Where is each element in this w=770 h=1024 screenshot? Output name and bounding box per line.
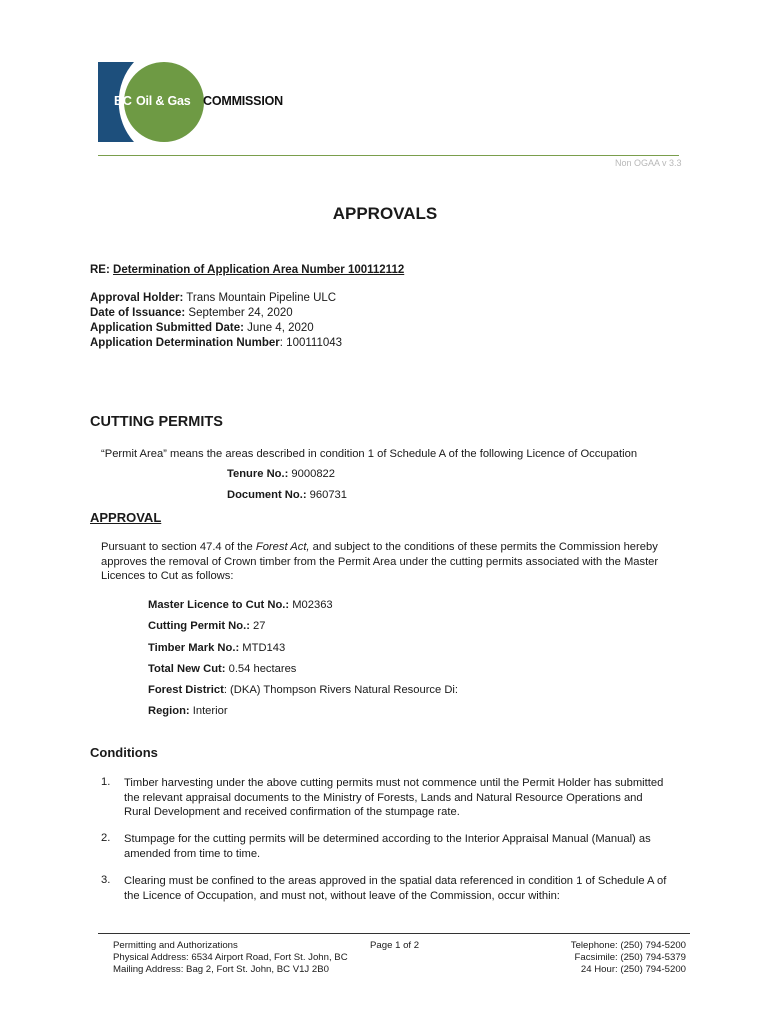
- permit-fields: [148, 595, 458, 723]
- condition-1-text: [124, 776, 684, 820]
- detail-date-of-issuance: [90, 306, 342, 321]
- detail-value: September 24, 2020: [185, 307, 293, 319]
- footer-department: Permitting and Authorizations: [113, 940, 238, 951]
- footer-left: [113, 940, 348, 976]
- re-line: [90, 263, 404, 278]
- condition-line: the relevant appraisal documents to the Ministry of Forests, Lands and Natural Resource Operations and: [124, 791, 643, 804]
- condition-line: Stumpage for the cutting permits will be determined according to the Interior Appraisal Manual (Manual) as: [124, 833, 651, 845]
- tenure-value: 9000822: [288, 468, 335, 480]
- field-value: M02363: [289, 599, 333, 611]
- footer-page-number: Page 1 of 2: [370, 940, 420, 951]
- footer-facsimile: Facsimile: (250) 794-5379: [574, 952, 686, 963]
- field-value: 27: [249, 620, 266, 633]
- field-timber-mark: [148, 638, 458, 659]
- document-value: 960731: [306, 489, 348, 501]
- document-label: Document No.:: [227, 489, 307, 501]
- field-label: Region:: [148, 705, 190, 718]
- conditions-heading: Conditions: [90, 745, 158, 760]
- detail-label: Approval Holder:: [90, 292, 184, 304]
- page-title: APPROVALS: [332, 204, 438, 223]
- field-label: Forest District: [148, 684, 224, 697]
- field-cutting-permit: [148, 616, 458, 637]
- logo-oilgas-text: Oil & Gas: [136, 94, 191, 108]
- detail-label: Application Submitted Date:: [90, 322, 244, 334]
- detail-value: Trans Mountain Pipeline ULC: [183, 292, 337, 304]
- detail-determination-number: [90, 336, 342, 351]
- approval-para-line-3: Licences to Cut as follows:: [101, 570, 234, 583]
- condition-number: 3.: [101, 874, 111, 886]
- field-master-licence: [148, 595, 458, 616]
- approval-paragraph: [101, 540, 691, 584]
- condition-number: 2.: [101, 832, 111, 844]
- footer-right: [500, 940, 686, 976]
- field-label: Timber Mark No.:: [148, 641, 240, 654]
- logo-bc-text: BC: [114, 94, 132, 108]
- field-value: MTD143: [239, 641, 286, 654]
- header-rule: [98, 155, 679, 156]
- field-value: 0.54 hectares: [225, 662, 297, 675]
- field-total-new-cut: [148, 659, 458, 680]
- condition-line: Timber harvesting under the above cutting permits must not commence until the Permit Holder has submitted: [124, 777, 664, 789]
- field-label: Total New Cut:: [148, 662, 226, 675]
- field-value: Interior: [189, 705, 228, 718]
- condition-line: amended from time to time.: [124, 847, 261, 860]
- field-label: Cutting Permit No.:: [148, 620, 250, 633]
- condition-line: the Licence of Occupation, and must not, without leave of the Commission, occur within:: [124, 889, 560, 902]
- permit-area-text: “Permit Area” means the areas described in condition 1 of Schedule A of the following Licence of Occupation: [101, 448, 638, 460]
- condition-line: Rural Development and received confirmation of the stumpage rate.: [124, 806, 460, 819]
- footer-24-hour: 24 Hour: (250) 794-5200: [580, 964, 686, 975]
- condition-2-text: [124, 832, 684, 861]
- field-label: Master Licence to Cut No.:: [148, 599, 290, 611]
- condition-line: Clearing must be confined to the areas approved in the spatial data referenced in condition 1 of Schedule A of: [124, 875, 667, 887]
- detail-label: Date of Issuance:: [90, 307, 186, 319]
- detail-value: June 4, 2020: [243, 322, 314, 334]
- tenure-label: Tenure No.:: [227, 468, 289, 480]
- re-text: Determination of Application Area Number 100112112: [113, 264, 405, 276]
- approval-text: and subject to the conditions of these permits the Commission hereby: [309, 541, 658, 553]
- logo-commission-text: COMMISSION: [203, 94, 283, 108]
- detail-application-submitted: [90, 321, 342, 336]
- forest-act-text: Forest Act,: [255, 541, 310, 553]
- field-forest-district: [148, 680, 458, 701]
- footer-telephone: Telephone: (250) 794-5200: [570, 940, 686, 951]
- approval-para-line-2: approves the removal of Crown timber from the Permit Area under the cutting permits associated with the Master: [101, 555, 659, 568]
- document-line: [227, 488, 347, 503]
- detail-value: : 100111043: [279, 337, 343, 349]
- detail-approval-holder: [90, 291, 342, 306]
- footer-mailing-address: Mailing Address: Bag 2, Fort St. John, BC V1J 2B0: [113, 964, 329, 975]
- version-label: Non OGAA v 3.3: [615, 158, 682, 168]
- approval-text: Pursuant to section 47.4 of the: [101, 541, 256, 553]
- tenure-line: [227, 467, 335, 482]
- detail-label: Application Determination Number: [90, 337, 280, 349]
- approval-heading: APPROVAL: [90, 510, 162, 525]
- condition-3-text: [124, 874, 684, 903]
- approval-details: [90, 291, 342, 351]
- condition-number: 1.: [101, 776, 111, 788]
- re-label: RE:: [90, 264, 110, 276]
- approval-para-line-1: [101, 540, 691, 555]
- field-region: [148, 701, 458, 722]
- footer-physical-address: Physical Address: 6534 Airport Road, Fort St. John, BC: [113, 952, 348, 963]
- footer-rule: [98, 933, 690, 934]
- field-value: : (DKA) Thompson Rivers Natural Resource Di:: [223, 684, 459, 697]
- cutting-permits-heading: CUTTING PERMITS: [90, 414, 223, 430]
